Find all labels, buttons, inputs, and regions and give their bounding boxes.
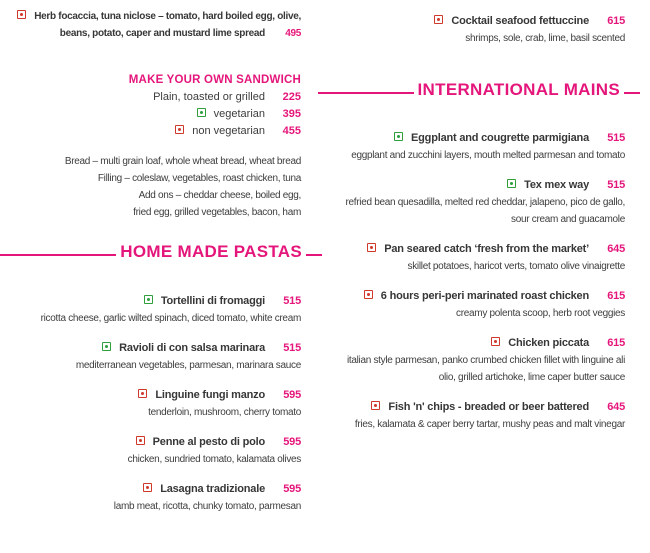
menu-item-desc: refried bean quesadilla, melted red cheddar, jalapeno, pico de gallo, sour cream and guacamole <box>345 197 625 225</box>
menu-item-title <box>335 130 625 147</box>
section-title: HOME MADE PASTAS <box>120 242 302 261</box>
non-veg-icon <box>143 483 152 492</box>
menu-item-title <box>335 335 625 352</box>
header-rule-right <box>624 92 640 94</box>
menu-item-price: 645 <box>607 243 625 255</box>
menu-item-name: Lasagna tradizionale <box>160 483 265 495</box>
menu-item-price: 615 <box>607 290 625 302</box>
non-veg-icon <box>175 125 184 134</box>
menu-item-title <box>335 399 625 416</box>
price-line-label: vegetarian <box>213 108 265 120</box>
menu-item-title <box>335 288 625 305</box>
info-text-block <box>6 153 301 221</box>
menu-item-name: Ravioli di con salsa marinara <box>119 342 265 354</box>
menu-item-title <box>6 8 301 42</box>
menu-item-title <box>6 481 301 498</box>
menu-item-price: 615 <box>607 15 625 27</box>
menu-item <box>335 13 625 47</box>
menu-item-desc: lamb meat, ricotta, chunky tomato, parmesan <box>113 501 301 512</box>
menu-item-price: 515 <box>607 132 625 144</box>
menu-item-price: 515 <box>283 295 301 307</box>
menu-item-desc: skillet potatoes, haricot verts, tomato olive vinaigrette <box>407 261 625 272</box>
menu-item-name: Chicken piccata <box>508 337 589 349</box>
menu-item-name: Eggplant and cougrette parmigiana <box>411 132 589 144</box>
menu-item <box>6 340 301 374</box>
menu-item-title <box>335 177 625 194</box>
menu-item <box>6 387 301 421</box>
subsection-title: MAKE YOUR OWN SANDWICH <box>128 74 301 86</box>
menu-item-desc: shrimps, sole, crab, lime, basil scented <box>465 33 625 44</box>
section-title: INTERNATIONAL MAINS <box>417 80 620 99</box>
menu-item <box>6 8 301 42</box>
menu-item-price: 595 <box>283 436 301 448</box>
menu-item-price: 595 <box>283 483 301 495</box>
menu-item-price: 645 <box>607 401 625 413</box>
menu-item-name: Herb focaccia, tuna niclose – tomato, hard boiled egg, olive, beans, potato, caper and mustard lime spread <box>34 11 301 39</box>
menu-item <box>6 481 301 515</box>
section-header <box>0 239 322 260</box>
menu-right-column <box>325 0 650 553</box>
menu-item-desc: italian style parmesan, panko crumbed chicken fillet with linguine ali olio, grilled artichoke, lime caper butter sauce <box>346 355 625 383</box>
price-line-price: 395 <box>282 108 301 120</box>
section-header <box>318 77 640 98</box>
veg-icon <box>197 108 206 117</box>
menu-item-desc: eggplant and zucchini layers, mouth melted parmesan and tomato <box>351 150 625 161</box>
info-text-line: Add ons – cheddar cheese, boiled egg, <box>138 190 301 201</box>
non-veg-icon <box>434 15 443 24</box>
menu-item-name: Pan seared catch ‘fresh from the market’ <box>384 243 589 255</box>
non-veg-icon <box>371 401 380 410</box>
menu-item-name: Tex mex way <box>524 179 589 191</box>
price-line-price: 225 <box>282 91 301 103</box>
price-line <box>6 89 301 106</box>
menu-item-name: Fish 'n' chips - breaded or beer battered <box>388 401 589 413</box>
menu-item-price: 615 <box>607 337 625 349</box>
price-line-label: non vegetarian <box>192 125 265 137</box>
veg-icon <box>507 179 516 188</box>
menu-item-desc: ricotta cheese, garlic wilted spinach, diced tomato, white cream <box>40 313 301 324</box>
veg-icon <box>144 295 153 304</box>
menu-item-name: Cocktail seafood fettuccine <box>451 15 589 27</box>
menu-item-desc: mediterranean vegetables, parmesan, marinara sauce <box>75 360 301 371</box>
non-veg-icon <box>491 337 500 346</box>
menu-item-desc: fries, kalamata & caper berry tartar, mushy peas and malt vinegar <box>354 419 625 430</box>
info-text-line: Filling – coleslaw, vegetables, roast chicken, tuna <box>97 173 301 184</box>
veg-icon <box>394 132 403 141</box>
menu-item <box>335 399 625 433</box>
non-veg-icon <box>364 290 373 299</box>
price-line-label: Plain, toasted or grilled <box>153 91 265 103</box>
menu-item-title <box>6 387 301 404</box>
non-veg-icon <box>138 389 147 398</box>
price-line <box>6 123 301 140</box>
menu-item-title <box>6 340 301 357</box>
menu-item <box>6 293 301 327</box>
menu-item-price: 495 <box>285 28 301 39</box>
menu-item <box>335 335 625 386</box>
menu-item <box>335 241 625 275</box>
menu-item-desc: creamy polenta scoop, herb root veggies <box>456 308 625 319</box>
menu-item-price: 515 <box>607 179 625 191</box>
menu-item-desc: tenderloin, mushroom, cherry tomato <box>148 407 301 418</box>
menu-item-title <box>335 241 625 258</box>
menu-item-name: Tortellini di fromaggi <box>160 295 265 307</box>
non-veg-icon <box>136 436 145 445</box>
menu-item-price: 515 <box>283 342 301 354</box>
menu-item-name: 6 hours peri-peri marinated roast chicken <box>380 290 589 302</box>
non-veg-icon <box>367 243 376 252</box>
menu-item-title <box>6 434 301 451</box>
menu-item-title <box>6 293 301 310</box>
menu-item-price: 595 <box>283 389 301 401</box>
price-line <box>6 106 301 123</box>
menu-item-name: Linguine fungi manzo <box>155 389 265 401</box>
header-rule-right <box>306 254 322 256</box>
menu-item-title <box>335 13 625 30</box>
menu-item-desc: chicken, sundried tomato, kalamata olives <box>127 454 301 465</box>
veg-icon <box>102 342 111 351</box>
info-text-line: fried egg, grilled vegetables, bacon, ham <box>133 207 301 218</box>
header-rule-left <box>0 254 116 256</box>
menu-item <box>335 177 625 228</box>
non-veg-icon <box>17 10 26 19</box>
menu-item <box>335 288 625 322</box>
info-text-line: Bread – multi grain loaf, whole wheat bread, wheat bread <box>64 156 301 167</box>
header-rule-left <box>318 92 414 94</box>
menu-item <box>335 130 625 164</box>
menu-item-name: Penne al pesto di polo <box>152 436 265 448</box>
menu-item <box>6 434 301 468</box>
price-line-price: 455 <box>282 125 301 137</box>
